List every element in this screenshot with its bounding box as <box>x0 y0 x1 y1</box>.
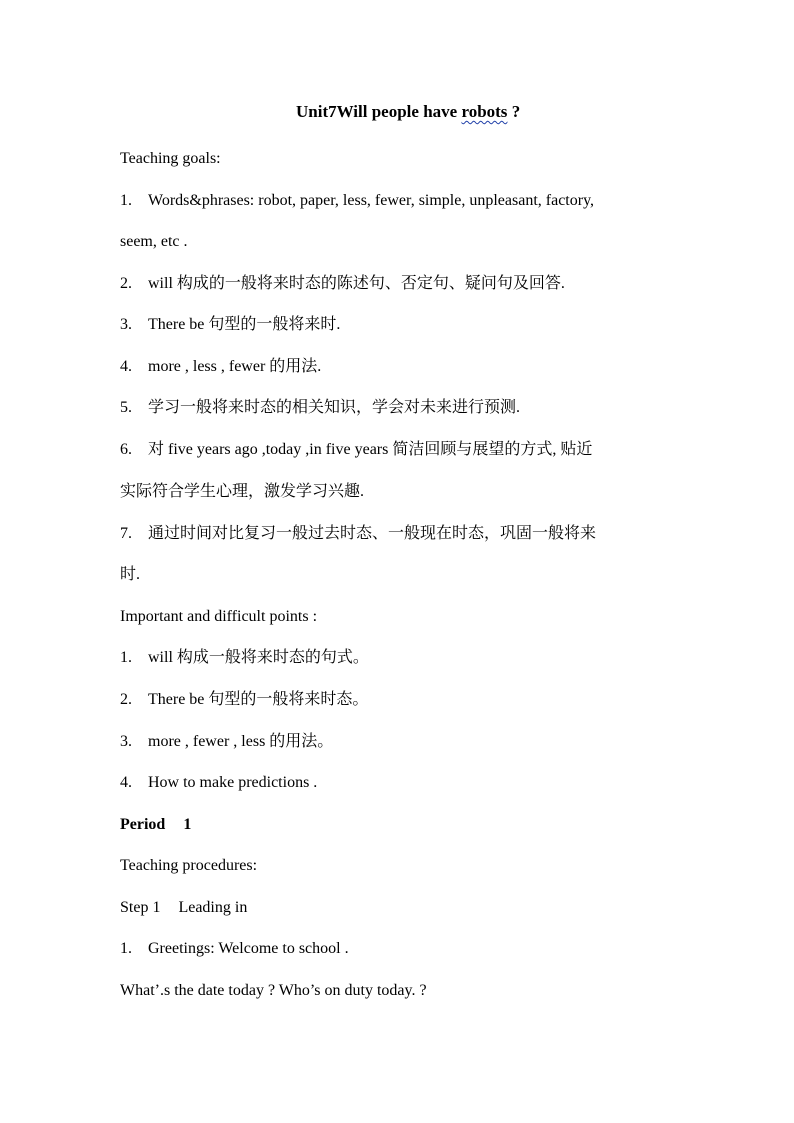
goal-item-1 <box>120 191 594 211</box>
goal-item-3 <box>120 315 340 335</box>
teaching-goals-heading: Teaching goals: <box>120 150 221 167</box>
point-text: There be 句型的一般将来时态。 <box>148 691 369 708</box>
point-number: 3. <box>120 733 132 750</box>
period-heading <box>120 815 191 835</box>
goal-item-6-continued: 实际符合学生心理，激发学习兴趣. <box>120 483 365 500</box>
point-text: will 构成一般将来时态的句式。 <box>148 649 369 666</box>
greetings-item <box>120 939 349 959</box>
step-title: Leading in <box>178 899 248 916</box>
point-number: 1. <box>120 649 132 666</box>
goal-number: 4. <box>120 358 132 375</box>
goal-text: more , less , fewer 的用法. <box>148 358 322 375</box>
title-end: ? <box>507 102 521 121</box>
goal-item-1-continued: seem, etc . <box>120 233 188 250</box>
goal-text: There be 句型的一般将来时. <box>148 316 341 333</box>
goal-item-4 <box>120 357 321 377</box>
goal-number: 1. <box>120 192 132 209</box>
step-label: Step 1 <box>120 899 161 916</box>
goal-text: Words&phrases: robot, paper, less, fewer, simple, unpleasant, factory, <box>148 192 595 209</box>
greetings-number: 1. <box>120 940 132 957</box>
goal-text: will 构成的一般将来时态的陈述句、否定句、疑问句及回答. <box>148 275 565 292</box>
goal-item-7-continued: 时. <box>120 566 141 583</box>
goal-text: 通过时间对比复习一般过去时态、一般现在时态，巩固一般将来 <box>148 525 597 542</box>
goal-number: 6. <box>120 441 132 458</box>
page-title <box>296 102 520 122</box>
period-label: Period <box>120 816 166 833</box>
procedures-heading: Teaching procedures: <box>120 857 258 874</box>
question-line: What’.s the date today ? Who’s on duty today. ? <box>120 982 427 999</box>
title-underlined-word: robots <box>461 102 508 121</box>
greetings-text: Greetings: Welcome to school . <box>148 940 349 957</box>
point-text: more , fewer , less 的用法。 <box>148 733 334 750</box>
goal-item-5 <box>120 398 520 418</box>
period-number: 1 <box>183 816 192 833</box>
goal-item-2 <box>120 274 565 294</box>
goal-number: 2. <box>120 275 132 292</box>
title-main: Unit7Will people have <box>296 102 462 121</box>
goal-number: 7. <box>120 525 132 542</box>
point-item-4 <box>120 773 317 793</box>
point-item-2 <box>120 690 368 710</box>
points-heading: Important and difficult points : <box>120 608 318 625</box>
point-item-3 <box>120 732 333 752</box>
goal-item-7 <box>120 524 596 544</box>
goal-item-6 <box>120 440 592 460</box>
point-item-1 <box>120 648 369 668</box>
goal-number: 3. <box>120 316 132 333</box>
point-number: 2. <box>120 691 132 708</box>
point-number: 4. <box>120 774 132 791</box>
goal-text: 学习一般将来时态的相关知识，学会对未来进行预测. <box>148 399 521 416</box>
step-heading <box>120 898 247 918</box>
point-text: How to make predictions . <box>148 774 318 791</box>
goal-text: 对 five years ago ,today ,in five years 简洁回顾与展望的方式, 贴近 <box>148 441 593 458</box>
goal-number: 5. <box>120 399 132 416</box>
